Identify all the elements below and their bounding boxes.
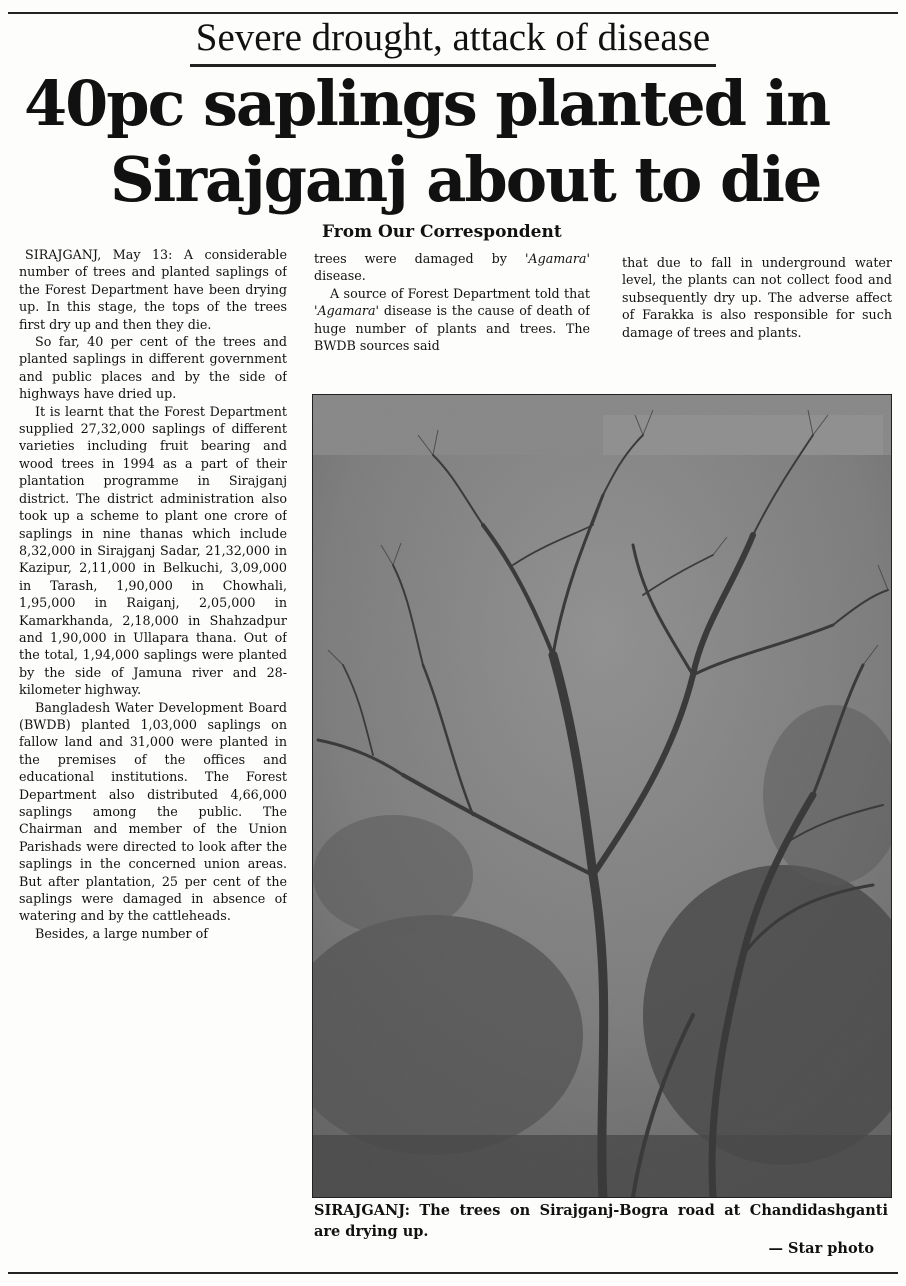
article-column-1	[19, 246, 287, 1260]
photo-drying-trees	[313, 395, 891, 1197]
kicker-text: Severe drought, attack of disease	[190, 14, 716, 67]
kicker	[0, 14, 906, 67]
text-run: trees were damaged by	[314, 251, 507, 266]
disease-term: 'Agamara'	[524, 251, 590, 266]
text-run: disease is the cause of death of huge number of plants and trees. The BWDB sources said	[314, 303, 590, 354]
disease-term: 'Agamara'	[314, 303, 380, 319]
paragraph: It is learnt that the Forest Department supplied 27,32,000 saplings of different varieties including fruit bearing and wood trees in 1994 as a part of their plantation programme in Sirajganj district. The district administration also took up a scheme to plant one crore of saplings in nine thanas which include 8,32,000 in Sirajganj Sadar, 21,32,000 in Kazipur, 2,11,000 in Belkuchi, 3,09,000 in Tarash, 1,90,000 in Chowhali, 1,95,000 in Raiganj, 2,05,000 in Kamarkhanda, 2,18,000 in Shahzadpur and 1,90,000 in Ullapara thana. Out of the total, 1,94,000 saplings were planted by the side of Jamuna river and 28-kilometer highway.	[19, 403, 287, 698]
text-run: A source of Forest Department told that	[330, 285, 590, 301]
paragraph: that due to fall in underground water level, the plants can not collect food and subsequently dry up. The adverse affect of Farakka is also responsible for such damage of trees and plants.	[622, 255, 892, 340]
headline-line-2: Sirajganj about to die	[110, 143, 821, 216]
paragraph	[314, 285, 590, 355]
text-run: disease.	[314, 268, 366, 284]
photo-credit: — Star photo	[768, 1240, 874, 1257]
article-column-2	[314, 250, 590, 390]
paragraph: Bangladesh Water Development Board (BWDB) planted 1,03,000 saplings on fallow land and 31,000 were planted in the premises of the offices and educational institutions. The Forest Department also distributed 4,66,000 saplings among the public. The Chairman and member of the Union Parishads were directed to look after the saplings in the concerned union areas. But after plantation, 25 per cent of the saplings were damaged in absence of watering and by the cattleheads.	[19, 699, 287, 924]
photo-caption: SIRAJGANJ: The trees on Sirajganj-Bogra road at Chandidashganti are drying up.	[314, 1202, 888, 1240]
headline	[18, 66, 888, 218]
paragraph-dateline: SIRAJGANJ, May 13: A considerable number of trees and planted saplings of the Forest Department have been drying up. In this stage, the tops of the trees first dry up and then they die.	[19, 247, 287, 332]
paragraph: So far, 40 per cent of the trees and planted saplings in different government and public places and by the side of highways have dried up.	[19, 334, 287, 402]
bottom-rule	[8, 1272, 898, 1274]
paragraph: Besides, a large number of	[35, 925, 208, 941]
news-photo	[312, 394, 892, 1198]
headline-line-1: 40pc saplings planted in	[24, 67, 830, 140]
paragraph	[314, 250, 590, 285]
byline: From Our Correspondent	[322, 222, 562, 242]
article-column-3	[622, 254, 892, 394]
